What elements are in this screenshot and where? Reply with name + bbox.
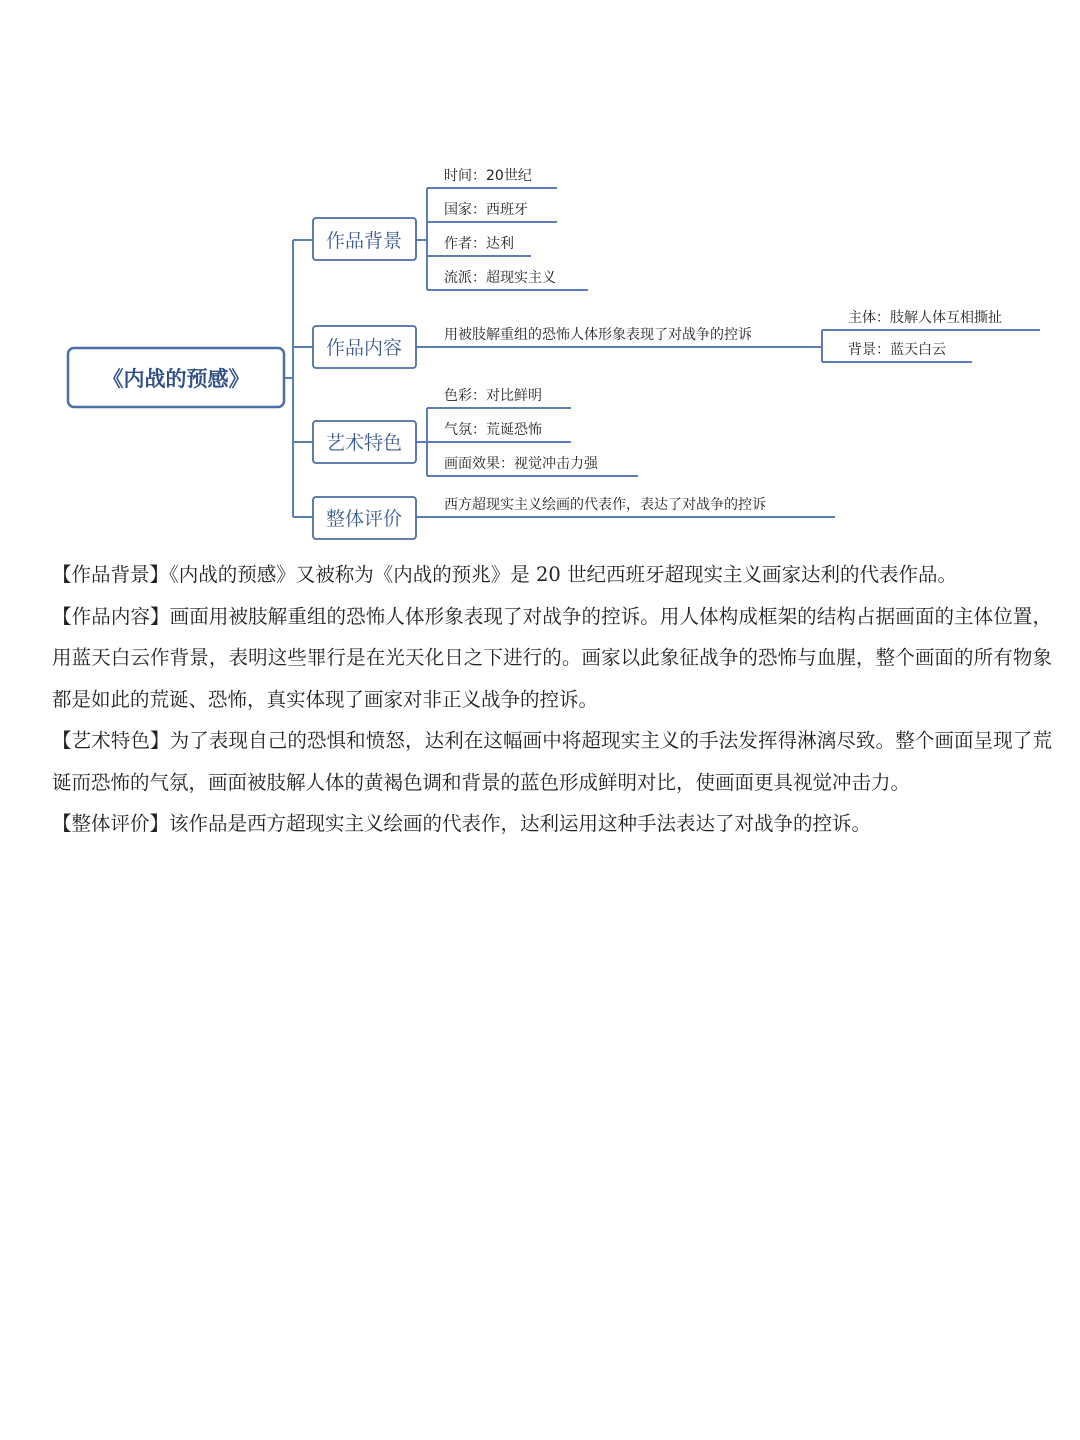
paragraph-text: 《内战的预感》又被称为《内战的预兆》是 20 世纪西班牙超现实主义画家达利的代表作品。 [169, 563, 957, 586]
branch-label-background: 作品背景 [325, 230, 403, 252]
leaf-author: 作者：达利 [444, 236, 514, 252]
subleaf-background: 背景：蓝天白云 [848, 342, 946, 358]
leaf-evaluation: 西方超现实主义绘画的代表作，表达了对战争的控诉 [444, 497, 766, 513]
section-tag: 【整体评价】 [52, 812, 170, 835]
branch-label-art: 艺术特色 [325, 432, 403, 454]
paragraph-text: 为了表现自己的恐惧和愤怒，达利在这幅画中将超现实主义的手法发挥得淋漓尽致。整个画面呈现了荒诞而恐怖的气氛，画面被肢解人体的黄褐色调和背景的蓝色形成鲜明对比，使画面更具视觉冲击力。 [52, 729, 1052, 794]
root-label: 《内战的预感》 [102, 367, 250, 391]
leaf-atmosphere: 气氛：荒诞恐怖 [444, 422, 542, 438]
section-tag: 【作品内容】 [52, 604, 170, 628]
branch-label-evaluation: 整体评价 [325, 508, 403, 530]
leaf-visual-effect: 画面效果：视觉冲击力强 [444, 456, 598, 472]
section-tag: 【艺术特色】 [52, 729, 170, 752]
leaf-school: 流派：超现实主义 [444, 270, 556, 286]
branch-label-content: 作品内容 [325, 337, 403, 359]
leaf-content: 用被肢解重组的恐怖人体形象表现了对战争的控诉 [444, 327, 752, 343]
leaf-country: 国家：西班牙 [444, 202, 528, 218]
paragraph-art [52, 720, 1052, 803]
paragraph-evaluation [52, 803, 1052, 845]
leaf-color: 色彩：对比鲜明 [444, 388, 542, 404]
paragraph-text: 该作品是西方超现实主义绘画的代表作，达利运用这种手法表达了对战争的控诉。 [169, 812, 872, 835]
paragraph-background [52, 554, 1052, 596]
description-text [52, 554, 1052, 845]
mind-map [0, 0, 1080, 560]
subleaf-subject: 主体：肢解人体互相撕扯 [848, 310, 1002, 326]
paragraph-content [52, 596, 1052, 721]
paragraph-text: 画面用被肢解重组的恐怖人体形象表现了对战争的控诉。用人体构成框架的结构占据画面的主体位置，用蓝天白云作背景，表明这些罪行是在光天化日之下进行的。画家以此象征战争的恐怖与血腥，整个画面的所有物象都是如此的荒诞、恐怖，真实体现了画家对非正义战争的控诉。 [52, 604, 1052, 711]
leaf-time: 时间：20世纪 [444, 168, 532, 184]
section-tag: 【作品背景】 [52, 563, 170, 586]
